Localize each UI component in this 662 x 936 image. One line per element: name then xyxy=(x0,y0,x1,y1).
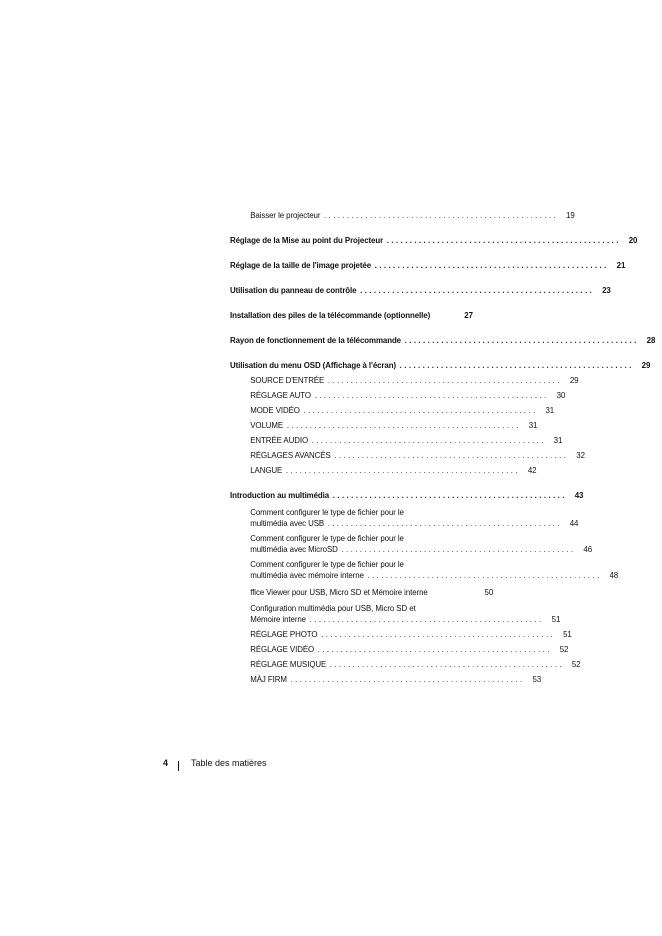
toc-entry[interactable] xyxy=(230,603,561,625)
dot-leader: ................................................... xyxy=(314,390,549,400)
toc-entry-title: Installation des piles de la télécommande (optionnelle) xyxy=(230,310,431,320)
toc-entry[interactable] xyxy=(230,674,542,685)
toc-entry-title-line1: Comment configurer le type de fichier pour le xyxy=(250,559,404,569)
toc-entry-title-line1: Configuration multimédia pour USB, Micro SD et xyxy=(250,603,416,613)
dot-leader: ................................................... xyxy=(321,629,556,639)
toc-entry-title: Utilisation du menu OSD (Affichage à l'écran) xyxy=(230,360,397,370)
toc-entry[interactable] xyxy=(230,310,473,321)
toc-page-number: 50 xyxy=(484,587,494,597)
dot-leader: ................................................... xyxy=(311,435,546,445)
toc-entry-title: SOURCE D'ENTRÉE xyxy=(250,375,325,385)
dot-leader: ................................................... xyxy=(317,644,552,654)
toc-page-number: 29 xyxy=(641,360,651,370)
toc-page-number: 19 xyxy=(566,210,575,220)
dot-leader: ................................................... xyxy=(285,465,520,475)
toc-entry-title: multimédia avec mémoire interne xyxy=(250,570,364,580)
toc-entry[interactable] xyxy=(230,210,575,221)
dot-leader: ................................................... xyxy=(327,375,562,385)
dot-leader: ................................................... xyxy=(329,659,564,669)
dot-leader: ................................................... xyxy=(360,285,595,295)
footer-title: Table des matières xyxy=(191,758,267,768)
dot-leader: ................................................... xyxy=(399,360,634,370)
toc-entry[interactable] xyxy=(230,405,555,416)
dot-leader: ................................................... xyxy=(290,674,525,684)
dot-leader: ................................................... xyxy=(367,570,602,580)
dot-leader: ................................................... xyxy=(303,405,538,415)
dot-leader: ................................................... xyxy=(386,235,621,245)
toc-entry[interactable] xyxy=(230,533,593,555)
dot-leader: ................................................... xyxy=(286,420,521,430)
toc-page-number: 29 xyxy=(569,375,579,385)
toc-page-number: 52 xyxy=(571,659,581,669)
toc-entry-title: MODE VIDÉO xyxy=(250,405,300,415)
toc-page-number: 52 xyxy=(559,644,569,654)
toc-entry[interactable] xyxy=(230,644,569,655)
toc-entry-title: LANGUE xyxy=(250,465,283,475)
toc-entry[interactable] xyxy=(230,335,656,346)
toc-entry[interactable] xyxy=(230,450,585,461)
dot-leader: ................................................... xyxy=(341,544,576,554)
toc-entry-title: multimédia avec USB xyxy=(250,518,325,528)
dot-leader: ................................................... xyxy=(327,518,562,528)
toc-page-number: 32 xyxy=(576,450,585,460)
dot-leader: ................................................... xyxy=(374,260,609,270)
toc-page-number: 23 xyxy=(602,285,611,295)
toc-entry-title: ffice Viewer pour USB, Micro SD et Mémoire interne xyxy=(250,587,428,597)
dot-leader: ................................................... xyxy=(332,490,567,500)
toc-entry-title: RÉGLAGES AVANCÉS xyxy=(250,450,331,460)
toc-page-number: 53 xyxy=(532,674,542,684)
toc-entry-title: RÉGLAGE MUSIQUE xyxy=(250,659,327,669)
toc-entry[interactable] xyxy=(230,559,619,581)
toc-entry-title: Utilisation du panneau de contrôle xyxy=(230,285,357,295)
footer-divider xyxy=(178,761,179,771)
toc-entry[interactable] xyxy=(230,235,638,246)
page-number: 4 xyxy=(163,758,169,768)
toc-entry-title: MÀJ FIRM xyxy=(250,674,287,684)
table-of-contents xyxy=(230,210,656,685)
toc-entry-title: Baisser le projecteur xyxy=(250,210,321,220)
toc-entry[interactable] xyxy=(230,587,493,598)
toc-entry[interactable] xyxy=(230,435,563,446)
toc-page-number: 21 xyxy=(616,260,626,270)
toc-page-number: 44 xyxy=(569,518,579,528)
toc-entry-title: multimédia avec MicroSD xyxy=(250,544,338,554)
toc-entry-title: Introduction au multimédia xyxy=(230,490,330,500)
toc-page-number: 46 xyxy=(583,544,593,554)
toc-entry-title-line1: Comment configurer le type de fichier pour le xyxy=(250,507,404,517)
toc-entry[interactable] xyxy=(230,360,651,371)
toc-entry[interactable] xyxy=(230,629,572,640)
toc-page-number: 31 xyxy=(545,405,555,415)
toc-entry[interactable] xyxy=(230,375,579,386)
dot-leader: ................................................... xyxy=(404,335,639,345)
toc-page-number: 43 xyxy=(574,490,584,500)
toc-entry[interactable] xyxy=(230,465,537,476)
toc-page-number: 20 xyxy=(628,235,638,245)
toc-entry-title: RÉGLAGE AUTO xyxy=(250,390,311,400)
toc-entry-title: Mémoire interne xyxy=(250,614,306,624)
toc-page-number: 48 xyxy=(609,570,619,580)
toc-entry-title: VOLUME xyxy=(250,420,284,430)
toc-entry-title: Réglage de la taille de l'image projetée xyxy=(230,260,372,270)
toc-entry[interactable] xyxy=(230,490,584,501)
toc-entry-title: RÉGLAGE VIDÉO xyxy=(250,644,315,654)
toc-entry[interactable] xyxy=(230,507,579,529)
toc-entry[interactable] xyxy=(230,260,626,271)
toc-entry[interactable] xyxy=(230,659,581,670)
toc-page-number: 42 xyxy=(527,465,537,475)
toc-entry[interactable] xyxy=(230,390,566,401)
toc-page-number: 51 xyxy=(563,629,572,639)
toc-entry-title-line1: Comment configurer le type de fichier pour le xyxy=(250,533,404,543)
toc-entry[interactable] xyxy=(230,285,611,296)
toc-page-number: 31 xyxy=(553,435,563,445)
toc-entry-title: ENTRÉE AUDIO xyxy=(250,435,309,445)
dot-leader: ................................................... xyxy=(324,210,559,220)
toc-page-number: 27 xyxy=(464,310,473,320)
toc-entry[interactable] xyxy=(230,420,538,431)
page-footer xyxy=(163,755,267,771)
dot-leader: ................................................... xyxy=(309,614,544,624)
toc-entry-title: RÉGLAGE PHOTO xyxy=(250,629,318,639)
toc-page-number: 51 xyxy=(551,614,561,624)
toc-page-number: 30 xyxy=(556,390,566,400)
dot-leader: ................................................... xyxy=(334,450,569,460)
toc-entry-title: Rayon de fonctionnement de la télécommande xyxy=(230,335,401,345)
toc-entry-title: Réglage de la Mise au point du Projecteur xyxy=(230,235,384,245)
toc-page-number: 31 xyxy=(528,420,538,430)
toc-page-number: 28 xyxy=(646,335,656,345)
